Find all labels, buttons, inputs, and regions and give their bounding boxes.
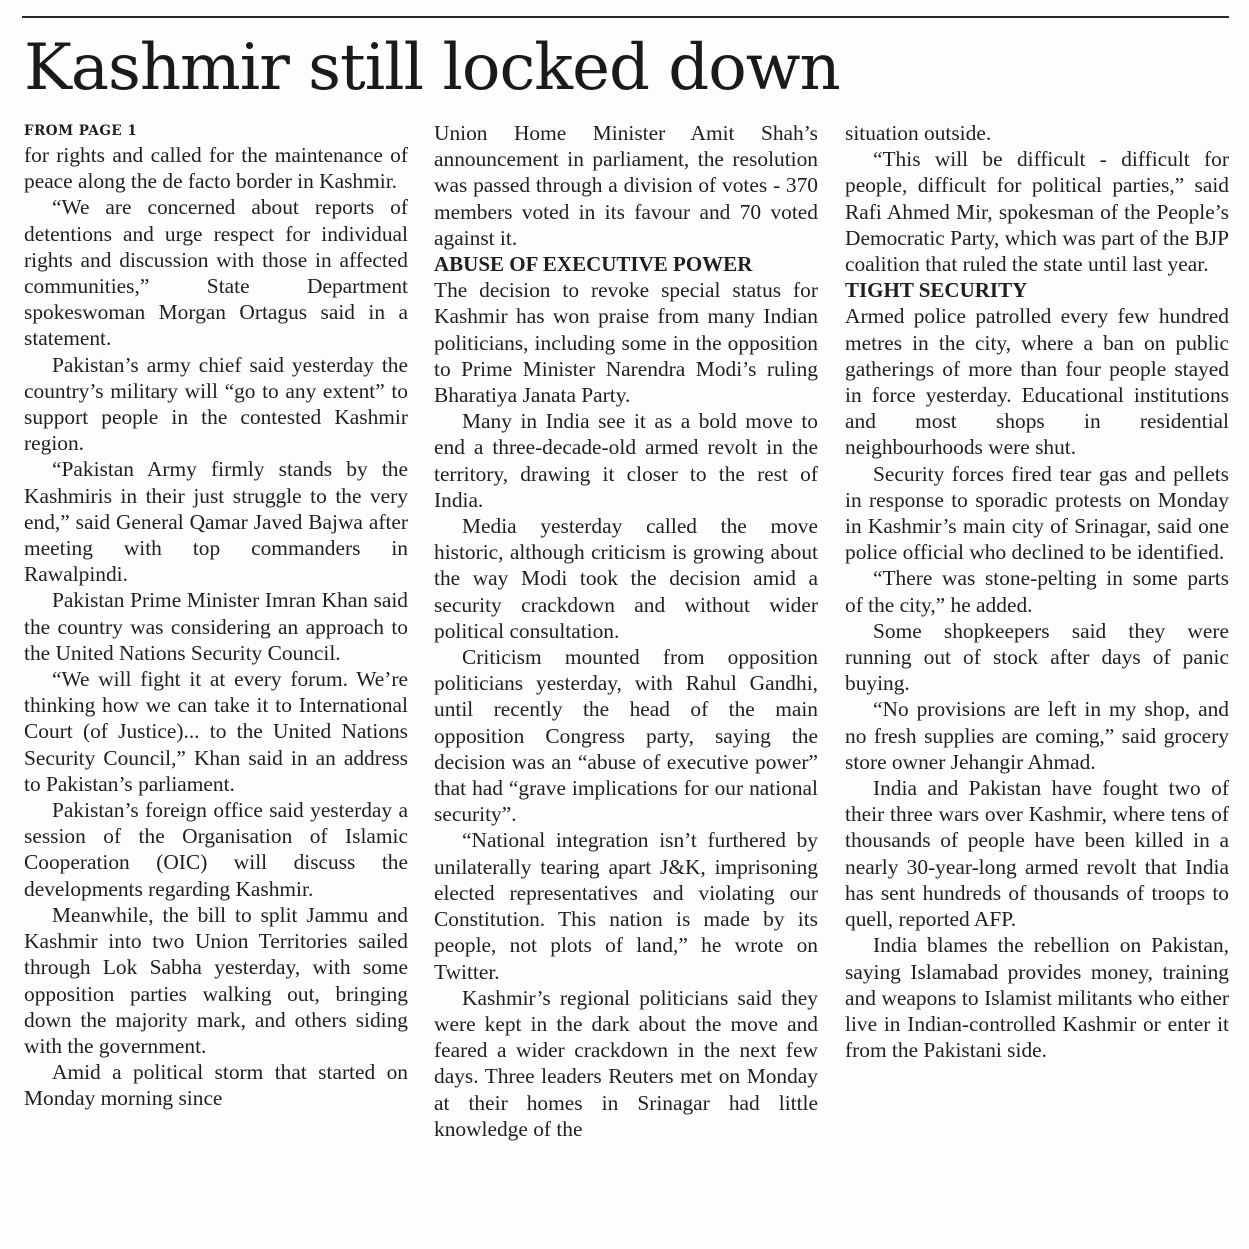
paragraph: Many in India see it as a bold move to end a three-decade-old armed revolt in the territory, drawing it closer to the rest of India. <box>434 409 818 512</box>
top-rule <box>22 16 1229 18</box>
paragraph: for rights and called for the maintenance of peace along the de facto border in Kashmir. <box>24 143 408 194</box>
column-2 <box>434 120 818 1142</box>
paragraph: “There was stone-pelting in some parts of the city,” he added. <box>845 566 1229 617</box>
paragraph: Armed police patrolled every few hundred metres in the city, where a ban on public gatherings of more than four people stayed in force yesterday. Educational institutions and most shops in residential neighbourhoods were shut. <box>845 304 1229 460</box>
paragraph: Security forces fired tear gas and pellets in response to sporadic protests on Monday in Kashmir’s main city of Srinagar, said one police official who declined to be identified. <box>845 461 1229 565</box>
paragraph: Union Home Minister Amit Shah’s announcement in parliament, the resolution was passed through a division of votes - 370 members voted in its favour and 70 voted against it. <box>434 121 818 250</box>
paragraph: situation outside. <box>845 121 992 145</box>
column-1 <box>24 120 408 1112</box>
column-3 <box>845 120 1229 1063</box>
subhead-tight-security: TIGHT SECURITY <box>845 278 1028 303</box>
paragraph: Media yesterday called the move historic, although criticism is growing about the way Modi took the decision amid a security crackdown and without wider political consultation. <box>434 514 818 643</box>
paragraph: Pakistan’s army chief said yesterday the country’s military will “go to any extent” to support people in the contested Kashmir region. <box>24 352 408 456</box>
paragraph: “Pakistan Army firmly stands by the Kashmiris in their just struggle to the very end,” said General Qamar Javed Bajwa after meeting with top commanders in Rawalpindi. <box>24 457 408 587</box>
paragraph: Kashmir’s regional politicians said they were kept in the dark about the move and feared a wider crackdown in the next few days. Three leaders Reuters met on Monday at their homes in Srinagar had little knowledge of the <box>434 985 818 1141</box>
paragraph: Criticism mounted from opposition politicians yesterday, with Rahul Gandhi, until recently the head of the main opposition Congress party, saying the decision was an “abuse of executive power” that had “grave implications for our national security”. <box>434 645 818 827</box>
paragraph: Pakistan’s foreign office said yesterday a session of the Organisation of Islamic Cooperation (OIC) will discuss the developments regarding Kashmir. <box>24 798 408 901</box>
paragraph: India blames the rebellion on Pakistan, saying Islamabad provides money, training and weapons to Islamist militants who either live in Indian-controlled Kashmir or enter it from the Pakistani side. <box>845 933 1229 1063</box>
paragraph: India and Pakistan have fought two of their three wars over Kashmir, where tens of thousands of people have been killed in a nearly 30-year-long armed revolt that India has sent hundreds of thousands of troops to quell, reported AFP. <box>845 776 1229 932</box>
paragraph: “No provisions are left in my shop, and no fresh supplies are coming,” said grocery store owner Jehangir Ahmad. <box>845 697 1229 774</box>
subhead-abuse-of-executive-power: ABUSE OF EXECUTIVE POWER <box>434 252 753 277</box>
paragraph: Meanwhile, the bill to split Jammu and Kashmir into two Union Territories sailed through Lok Sabha yesterday, with some opposition parties walking out, bringing down the majority mark, and others siding with the government. <box>24 902 408 1058</box>
paragraph: “National integration isn’t furthered by unilaterally tearing apart J&K, imprisoning elected representatives and violating our Constitution. This nation is made by its people, not plots of land,” he wrote on Twitter. <box>434 828 818 984</box>
paragraph: “We will fight it at every forum. We’re thinking how we can take it to International Court (of Justice)... to the United Nations Security Council,” Khan said in an address to Pakistan’s parliament. <box>24 667 408 796</box>
kicker: FROM PAGE 1 <box>24 123 138 139</box>
paragraph: Some shopkeepers said they were running out of stock after days of panic buying. <box>845 618 1229 696</box>
headline: Kashmir still locked down <box>24 31 840 105</box>
paragraph: “This will be difficult - difficult for people, difficult for political parties,” said Rafi Ahmed Mir, spokesman of the People’s Democratic Party, which was part of the BJP coalition that ruled the state until last year. <box>845 147 1229 277</box>
paragraph: The decision to revoke special status for Kashmir has won praise from many Indian politicians, including some in the opposition to Prime Minister Narendra Modi’s ruling Bharatiya Janata Party. <box>434 278 818 408</box>
paragraph: “We are concerned about reports of detentions and urge respect for individual rights and discussion with those in affected communities,” State Department spokeswoman Morgan Ortagus said in a statement. <box>24 195 408 351</box>
paragraph: Amid a political storm that started on Monday morning since <box>24 1060 408 1111</box>
paragraph: Pakistan Prime Minister Imran Khan said the country was considering an approach to the United Nations Security Council. <box>24 588 408 665</box>
